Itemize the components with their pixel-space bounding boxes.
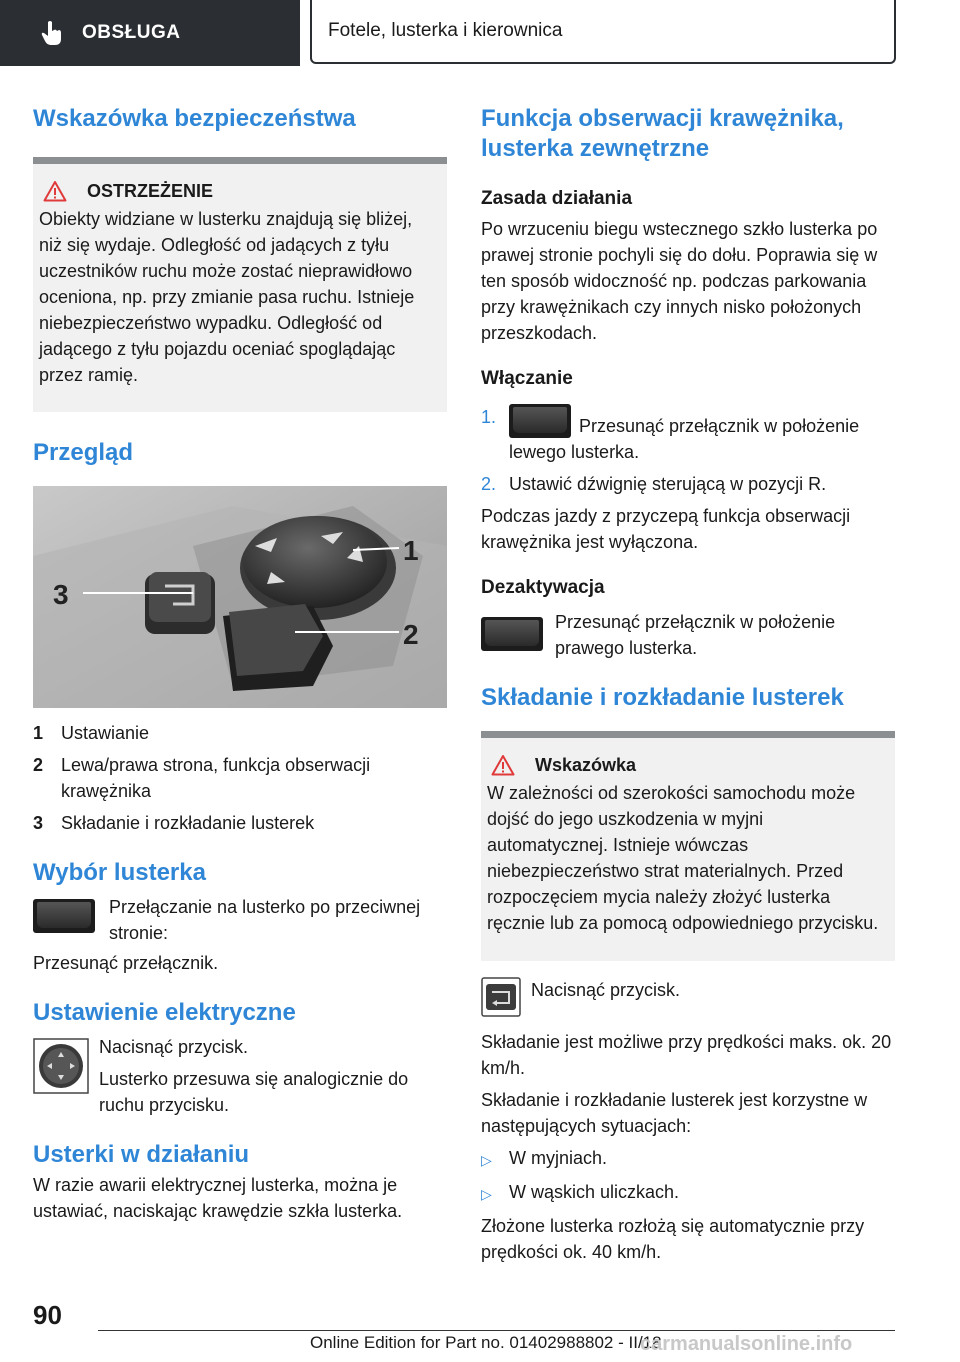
overview-legend: [33, 720, 447, 836]
callout-2: 2: [403, 619, 419, 650]
enable-heading: Włączanie: [481, 368, 573, 389]
section-label: OBSŁUGA: [82, 22, 181, 43]
select-mirror-after: Przesunąć przełącznik.: [33, 953, 219, 973]
note-header: [487, 754, 885, 776]
mirror-switch-icon: [481, 617, 543, 651]
electric-line-1: Nacisnąć przycisk.: [99, 1037, 249, 1057]
useful-list: [481, 1145, 895, 1207]
mirror-switch-icon: [509, 404, 571, 438]
fault-heading: Usterki w działaniu: [33, 1141, 250, 1168]
note-title: Wskazówka: [535, 754, 637, 775]
disable-text: Przesunąć przełącznik w położenie prawego lusterka.: [555, 612, 836, 658]
mirror-switch-photo: [33, 486, 447, 708]
edition-text: Online Edition for Part no. 01402988802 - II/18: [310, 1333, 662, 1352]
auto-unfold-note: Złożone lusterka rozłożą się automatycznie przy prędkości ok. 40 km/h.: [481, 1216, 865, 1262]
note-text: W zależności od szerokości samochodu może dojść do jego uszkodzenia w myjni automatycznej. Istnieje wówczas niebezpieczeństwo strat materialnych. Przed rozpoczęciem mycia należy złożyć lusterka ręcznie lub za pomocą odpowiedniego przycisku.: [487, 783, 879, 933]
select-mirror-row: [33, 894, 447, 946]
bullet-triangle-icon: ▷: [481, 1152, 492, 1168]
principle-heading: Zasada działania: [481, 188, 633, 209]
hand-pointer-icon: [40, 20, 64, 46]
section-tab: [0, 0, 300, 66]
safety-heading: Wskazówka bezpieczeństwa: [33, 105, 356, 132]
chapter-title: Fotele, lusterka i kierownica: [328, 20, 563, 41]
overview-heading: Przegląd: [33, 439, 134, 466]
warning-triangle-icon: [491, 754, 515, 776]
electric-heading: Ustawienie elektryczne: [33, 999, 296, 1026]
chapter-tab: [310, 0, 896, 64]
select-mirror-heading: Wybór lusterka: [33, 859, 206, 886]
useful-intro: Składanie i rozkładanie lusterek jest korzystne w następujących sytuacjach:: [481, 1090, 868, 1136]
enable-steps: [481, 404, 895, 497]
fold-press-row: [481, 977, 895, 1017]
note-box: [481, 731, 895, 961]
principle-text: Po wrzuceniu biegu wstecznego szkło lusterka po prawej stronie pochyli się do dołu. Poprawia się w ten sposób widoczność np. podczas parkowania przy krawężnikach czy innych nisko położonych przeszkodach.: [481, 219, 878, 343]
list-item: 1. Przesunąć przełącznik w położenie lewego lusterka.: [481, 404, 895, 465]
fold-press-text: Nacisnąć przycisk.: [531, 980, 681, 1000]
folding-heading: Składanie i rozkładanie lusterek: [481, 684, 844, 711]
page-header: [0, 0, 960, 66]
trailer-note: Podczas jazdy z przyczepą funkcja obserwacji krawężnika jest wyłączona.: [481, 506, 851, 552]
fold-mirror-button-icon: [481, 977, 521, 1017]
callout-3: 3: [53, 579, 69, 610]
warning-header: [39, 180, 437, 202]
legend-item: 1 Ustawianie: [33, 723, 150, 743]
warning-title: OSTRZEŻENIE: [87, 180, 214, 201]
curb-heading: Funkcja obserwacji krawężnika, lusterka zewnętrzne: [481, 105, 844, 162]
list-item: ▷ W wąskich uliczkach.: [481, 1179, 895, 1207]
warning-triangle-icon: [43, 180, 67, 202]
right-column: [481, 96, 895, 1265]
electric-row: [33, 1034, 447, 1118]
disable-row: [481, 609, 895, 661]
select-mirror-text: Przełączanie na lusterko po przeciwnej stronie:: [109, 897, 421, 943]
disable-heading: Dezaktywacja: [481, 577, 605, 598]
bullet-triangle-icon: ▷: [481, 1186, 492, 1202]
legend-item: 3 Składanie i rozkładanie lusterek: [33, 813, 315, 833]
warning-text: Obiekty widziane w lusterku znajdują się bliżej, niż się wydaje. Odległość od jadących z tyłu uczestników ruchu może zostać nieprawidłowo oceniona, np. przy zmianie pasa ruchu. Istnieje niebezpieczeństwo wypadku. Odległość od jadącego z tyłu pojazdu oceniać spoglądając przez ramię.: [39, 209, 415, 385]
footer-divider: [98, 1330, 895, 1331]
callout-1: 1: [403, 535, 419, 566]
fault-text: W razie awarii elektrycznej lusterka, można je ustawiać, naciskając krawędzie szkła lusterka.: [33, 1175, 403, 1221]
list-item: ▷ W myjniach.: [481, 1145, 895, 1173]
warning-box: [33, 157, 447, 412]
mirror-switch-icon: [33, 899, 95, 933]
joystick-button-icon: [33, 1038, 89, 1094]
left-column: [33, 96, 447, 1224]
electric-line-2: Lusterko przesuwa się analogicznie do ruchu przycisku.: [99, 1069, 409, 1115]
legend-item: 2 Lewa/prawa strona, funkcja obserwacji krawężnika: [33, 755, 371, 801]
watermark: carmanualsonline.info: [640, 1333, 853, 1355]
page-number: 90: [33, 1300, 62, 1330]
list-item: 2. Ustawić dźwignię sterującą w pozycji R.: [481, 474, 827, 494]
speed-note: Składanie jest możliwe przy prędkości maks. ok. 20 km/h.: [481, 1032, 892, 1078]
